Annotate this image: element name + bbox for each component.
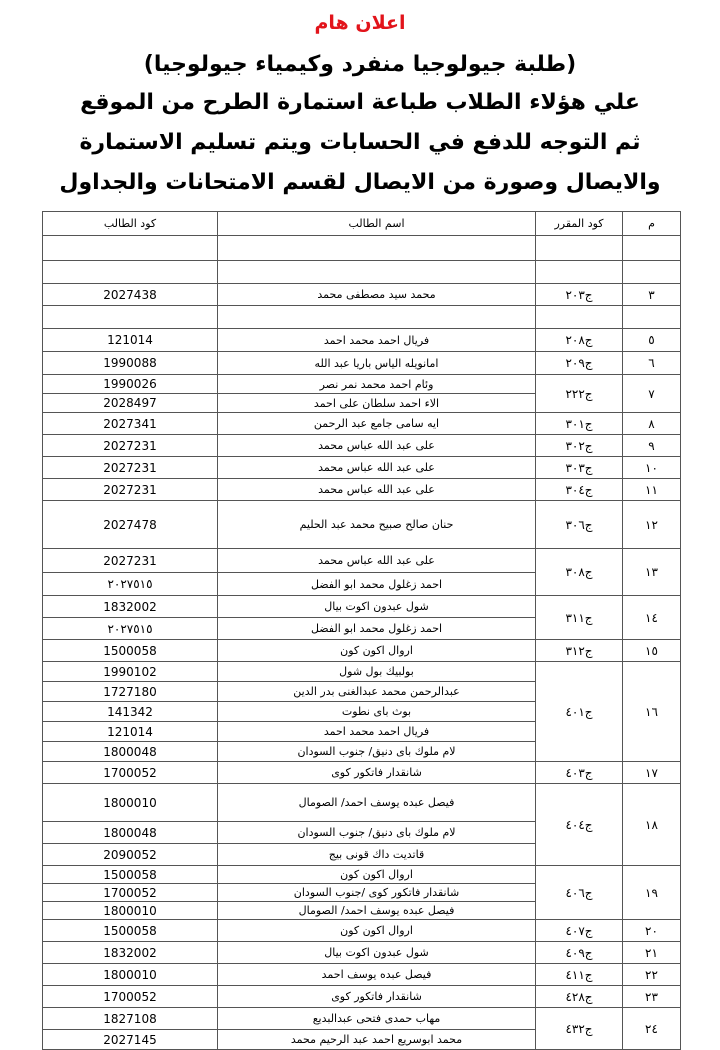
row-number: ٩ <box>623 435 681 457</box>
student-code: 121014 <box>43 722 218 742</box>
student-name: على عبد الله عباس محمد <box>218 549 536 573</box>
course-code <box>536 306 623 329</box>
student-code: 2090052 <box>43 844 218 866</box>
student-code: 1827108 <box>43 1008 218 1030</box>
student-code: 1800010 <box>43 964 218 986</box>
course-code: ج٢٠٣ <box>536 284 623 306</box>
student-code: 1800010 <box>43 902 218 920</box>
table-row <box>43 375 681 394</box>
table-row <box>43 784 681 822</box>
student-code: 1800048 <box>43 822 218 844</box>
row-number: ٦ <box>623 352 681 375</box>
student-code: 1990088 <box>43 352 218 375</box>
student-code: 1500058 <box>43 920 218 942</box>
student-name: شانقدار فاتكور كوى <box>218 762 536 784</box>
student-name: على عبد الله عباس محمد <box>218 479 536 501</box>
table-row <box>43 306 681 329</box>
student-name: وئام احمد محمد نمر نصر <box>218 375 536 394</box>
student-name: امانويله الياس باريا عبد الله <box>218 352 536 375</box>
student-name: حنان صالح صبيح محمد عبد الحليم <box>218 501 536 549</box>
student-name: احمد زغلول محمد ابو الفضل <box>218 573 536 596</box>
student-code: 1700052 <box>43 986 218 1008</box>
student-code: 2027231 <box>43 479 218 501</box>
table-row <box>43 762 681 784</box>
header-course-code: كود المقرر <box>536 212 623 236</box>
table-row <box>43 261 681 284</box>
table-row <box>43 986 681 1008</box>
row-number: ١٦ <box>623 662 681 762</box>
student-name: فريال احمد محمد احمد <box>218 329 536 352</box>
student-code: 1800048 <box>43 742 218 762</box>
table-row <box>43 942 681 964</box>
table-body <box>43 236 681 1050</box>
student-name: على عبد الله عباس محمد <box>218 435 536 457</box>
course-code: ج٤٢٨ <box>536 986 623 1008</box>
course-code: ج٤٠٦ <box>536 866 623 920</box>
table-row <box>43 236 681 261</box>
course-code: ج٤٠٣ <box>536 762 623 784</box>
course-code: ج٣٠١ <box>536 413 623 435</box>
student-code: 121014 <box>43 329 218 352</box>
course-code <box>536 236 623 261</box>
course-code: ج٣٠٣ <box>536 457 623 479</box>
row-number: ٢٤ <box>623 1008 681 1050</box>
course-code <box>536 261 623 284</box>
student-code: 2027231 <box>43 549 218 573</box>
student-name: شانقدار فاتكور كوى /جنوب السودان <box>218 884 536 902</box>
student-name: فيصل عبده يوسف احمد/ الصومال <box>218 902 536 920</box>
course-code: ج٤٠٩ <box>536 942 623 964</box>
student-code: 1990102 <box>43 662 218 682</box>
table-row <box>43 501 681 549</box>
row-number: ١٥ <box>623 640 681 662</box>
student-code: 1727180 <box>43 682 218 702</box>
row-number: ٧ <box>623 375 681 413</box>
student-name: محمد سيد مصطفى محمد <box>218 284 536 306</box>
student-code: 1832002 <box>43 596 218 618</box>
row-number: ١٩ <box>623 866 681 920</box>
row-number: ١١ <box>623 479 681 501</box>
students-table <box>42 211 681 1050</box>
table-row <box>43 596 681 618</box>
course-code: ج٣٠٨ <box>536 549 623 596</box>
header-num: م <box>623 212 681 236</box>
student-name: قاتديت داك قونى بيج <box>218 844 536 866</box>
student-name: فيصل عبده يوسف احمد <box>218 964 536 986</box>
table-row <box>43 479 681 501</box>
table-row <box>43 329 681 352</box>
row-number: ١٧ <box>623 762 681 784</box>
student-name: شول عبدون اكوت بيال <box>218 942 536 964</box>
student-name: لام ملوك باى دنيق/ جنوب السودان <box>218 742 536 762</box>
student-code: 1832002 <box>43 942 218 964</box>
row-number: ٢١ <box>623 942 681 964</box>
row-number: ٢٠ <box>623 920 681 942</box>
table-row <box>43 457 681 479</box>
row-number: ٣ <box>623 284 681 306</box>
student-code: 2027341 <box>43 413 218 435</box>
table-row <box>43 920 681 942</box>
table-row <box>43 964 681 986</box>
student-name: اروال اكون كون <box>218 640 536 662</box>
student-code: ٢٠٢٧٥١٥ <box>43 618 218 640</box>
row-number: ٨ <box>623 413 681 435</box>
row-number: ٢٢ <box>623 964 681 986</box>
student-code: 1700052 <box>43 884 218 902</box>
row-number <box>623 236 681 261</box>
row-number: ١٨ <box>623 784 681 866</box>
table-row <box>43 284 681 306</box>
student-code <box>43 306 218 329</box>
row-number: ١٣ <box>623 549 681 596</box>
student-code <box>43 261 218 284</box>
row-number: ١٠ <box>623 457 681 479</box>
table-row <box>43 413 681 435</box>
student-name: ايه سامى جامع عبد الرحمن <box>218 413 536 435</box>
student-code: 141342 <box>43 702 218 722</box>
heading-line-3: ثم التوجه للدفع في الحسابات ويتم تسليم الاستمارة <box>79 130 641 155</box>
course-code: ج٣١٢ <box>536 640 623 662</box>
course-code: ج٣٠٢ <box>536 435 623 457</box>
student-name: محمد ابوسريع احمد عبد الرحيم محمد <box>218 1030 536 1050</box>
row-number: ١٢ <box>623 501 681 549</box>
course-code: ج٢٢٢ <box>536 375 623 413</box>
course-code: ج٤٠٧ <box>536 920 623 942</box>
header-student-name: اسم الطالب <box>218 212 536 236</box>
student-code <box>43 236 218 261</box>
row-number <box>623 306 681 329</box>
student-name: بوث باى نطوت <box>218 702 536 722</box>
row-number <box>623 261 681 284</box>
student-name: لام ملوك باى دنيق/ جنوب السودان <box>218 822 536 844</box>
student-name: فريال احمد محمد احمد <box>218 722 536 742</box>
table-row <box>43 549 681 573</box>
student-code: 2028497 <box>43 394 218 413</box>
student-name <box>218 306 536 329</box>
student-name: شانقدار فاتكور كوى <box>218 986 536 1008</box>
student-code: 2027145 <box>43 1030 218 1050</box>
student-name: احمد زغلول محمد ابو الفضل <box>218 618 536 640</box>
course-code: ج٤٣٢ <box>536 1008 623 1050</box>
heading-line-1: (طلبة جيولوجيا منفرد وكيمياء جيولوجيا) <box>143 52 577 77</box>
student-name: الاء احمد سلطان على احمد <box>218 394 536 413</box>
student-code: 1500058 <box>43 640 218 662</box>
course-code: ج٣١١ <box>536 596 623 640</box>
table-row <box>43 662 681 682</box>
table-row <box>43 352 681 375</box>
student-name: اروال اكون كون <box>218 920 536 942</box>
student-code: 1700052 <box>43 762 218 784</box>
student-code: 1990026 <box>43 375 218 394</box>
heading-line-2: علي هؤلاء الطلاب طباعة استمارة الطرح من الموقع <box>80 90 640 115</box>
header-student-code: كود الطالب <box>43 212 218 236</box>
student-code: 2027438 <box>43 284 218 306</box>
student-name: على عبد الله عباس محمد <box>218 457 536 479</box>
student-code: ٢٠٢٧٥١٥ <box>43 573 218 596</box>
course-code: ج٢٠٩ <box>536 352 623 375</box>
row-number: ١٤ <box>623 596 681 640</box>
course-code: ج٢٠٨ <box>536 329 623 352</box>
student-name: اروال اكون كون <box>218 866 536 884</box>
student-code: 1800010 <box>43 784 218 822</box>
course-code: ج٤١١ <box>536 964 623 986</box>
course-code: ج٤٠٤ <box>536 784 623 866</box>
table-row <box>43 866 681 884</box>
table-row <box>43 640 681 662</box>
student-name: بولبيك بول شول <box>218 662 536 682</box>
table-row <box>43 1008 681 1030</box>
notice-title: اعلان هام <box>314 12 406 34</box>
table-row <box>43 435 681 457</box>
student-name: عبدالرحمن محمد عبدالغنى بدر الدين <box>218 682 536 702</box>
student-code: 2027231 <box>43 457 218 479</box>
student-name: مهاب حمدى فتحى عبدالبديع <box>218 1008 536 1030</box>
heading-line-4: والايصال وصورة من الايصال لقسم الامتحانات والجداول <box>59 170 661 195</box>
student-name <box>218 236 536 261</box>
table-header-row <box>43 212 681 236</box>
row-number: ٢٣ <box>623 986 681 1008</box>
student-code: 2027478 <box>43 501 218 549</box>
student-name: شول عبدون اكوت بيال <box>218 596 536 618</box>
student-name: فيصل عبده يوسف احمد/ الصومال <box>218 784 536 822</box>
row-number: ٥ <box>623 329 681 352</box>
course-code: ج٣٠٦ <box>536 501 623 549</box>
student-code: 1500058 <box>43 866 218 884</box>
student-name <box>218 261 536 284</box>
student-code: 2027231 <box>43 435 218 457</box>
course-code: ج٣٠٤ <box>536 479 623 501</box>
course-code: ج٤٠١ <box>536 662 623 762</box>
